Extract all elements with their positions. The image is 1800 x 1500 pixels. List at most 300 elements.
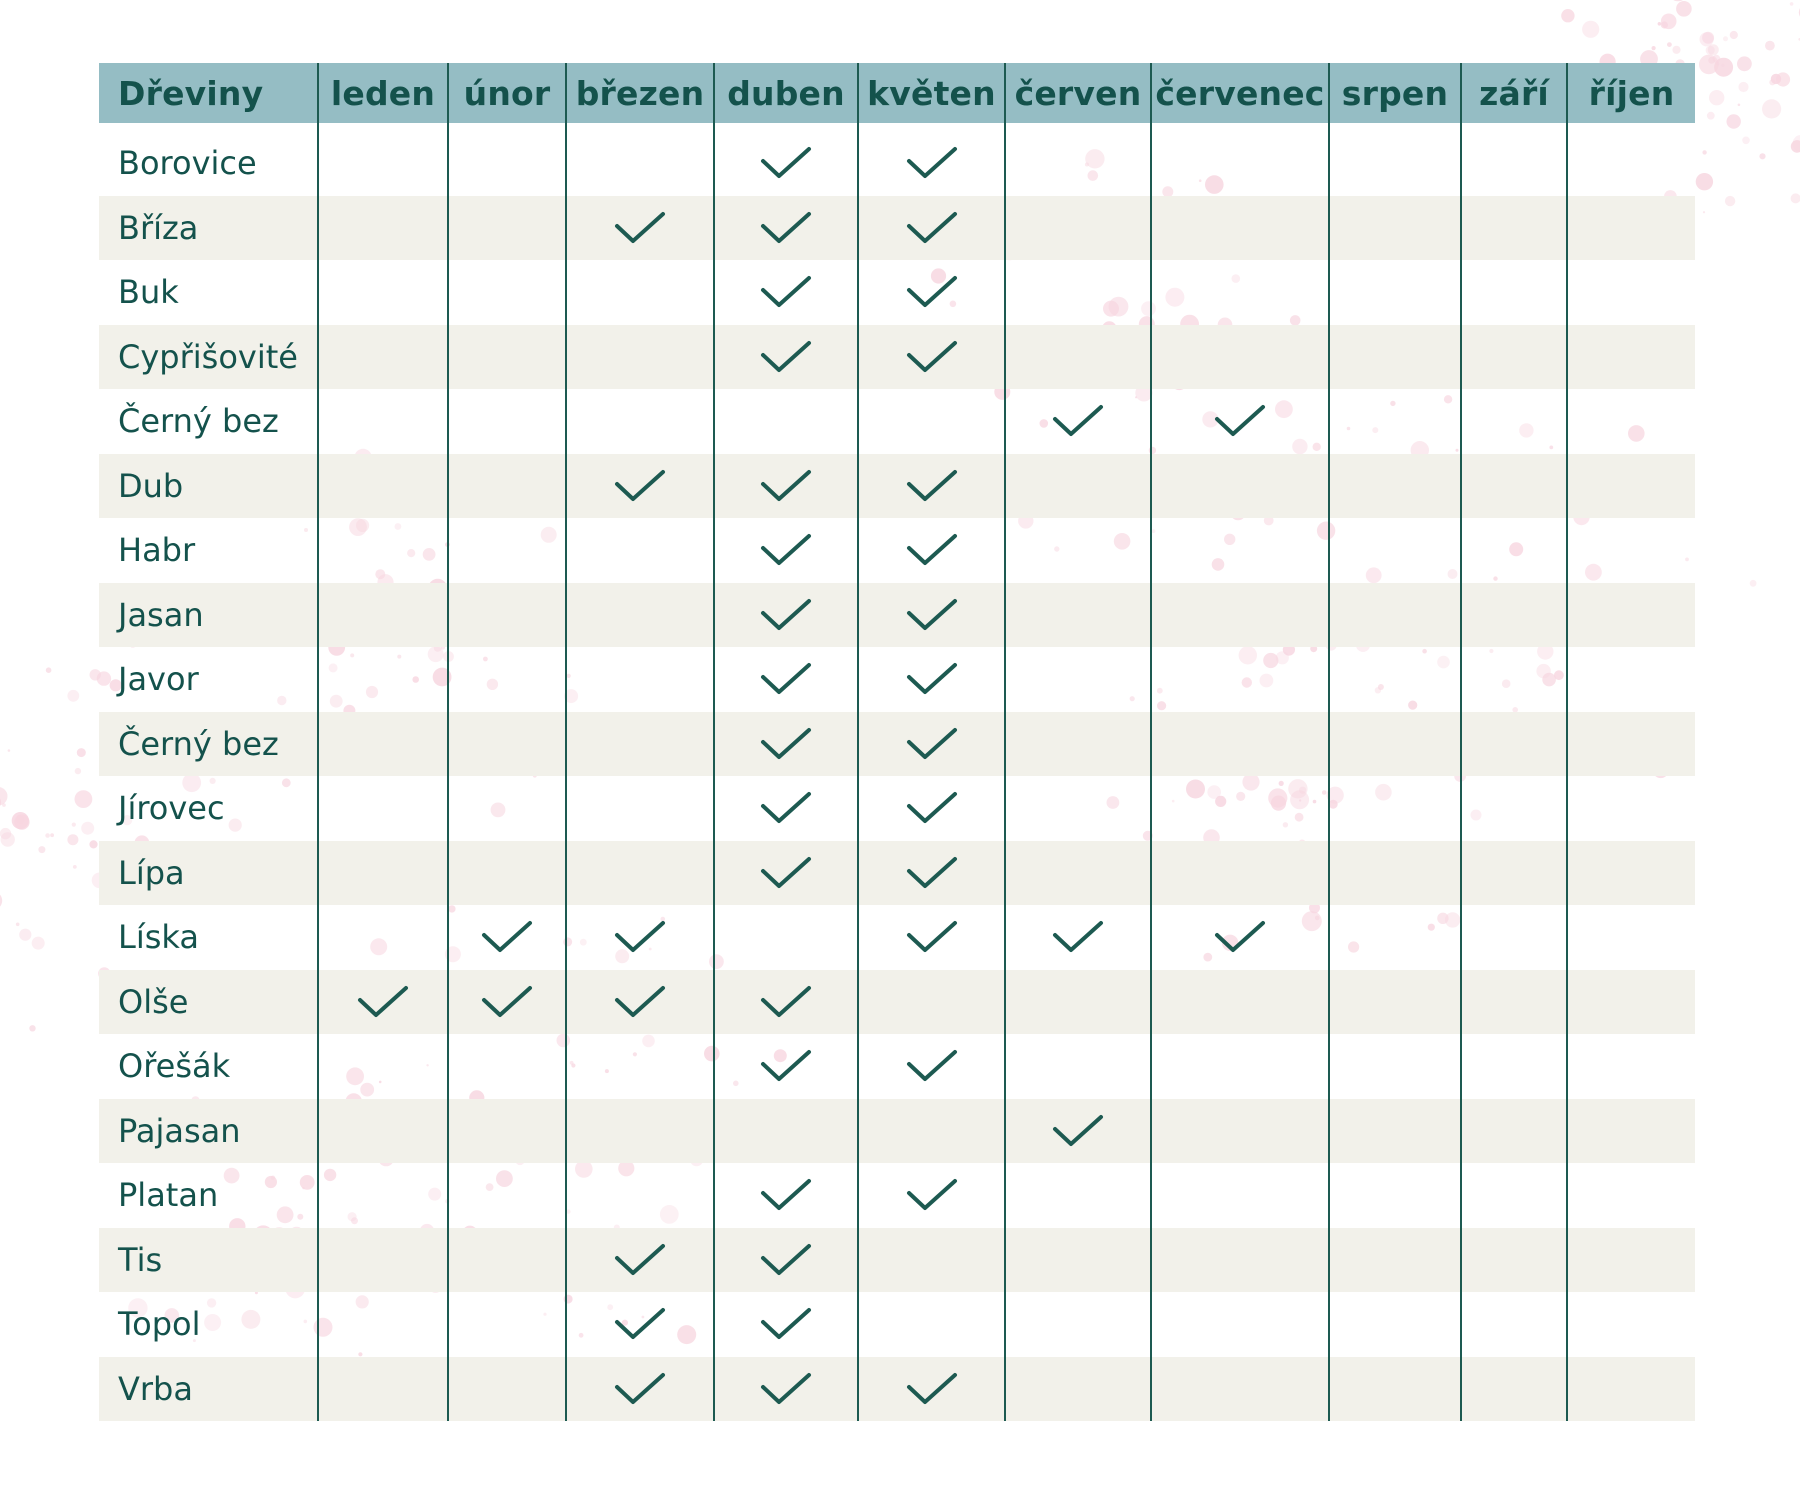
table-row xyxy=(99,1099,1695,1164)
background-dot xyxy=(1,832,15,846)
month-cell xyxy=(1329,196,1461,261)
month-cell xyxy=(1151,905,1329,970)
month-cell xyxy=(1461,260,1567,325)
month-cell xyxy=(714,196,858,261)
check-icon xyxy=(760,662,812,696)
month-cell xyxy=(858,905,1005,970)
month-cell xyxy=(858,776,1005,841)
month-cell xyxy=(566,325,714,390)
check-icon xyxy=(614,1243,666,1277)
month-cell xyxy=(1329,1292,1461,1357)
month-cell xyxy=(714,841,858,906)
species-name: Olše xyxy=(99,970,318,1035)
month-cell xyxy=(1567,1034,1695,1099)
header-row xyxy=(99,63,1695,123)
month-cell xyxy=(318,1099,448,1164)
month-cell xyxy=(448,1228,566,1293)
month-cell xyxy=(448,325,566,390)
month-cell xyxy=(1151,260,1329,325)
species-name: Habr xyxy=(118,531,196,570)
month-cell xyxy=(858,260,1005,325)
background-dot xyxy=(1676,1,1692,17)
background-dot xyxy=(1727,114,1741,128)
background-dot xyxy=(16,923,20,927)
background-dot xyxy=(1738,82,1748,92)
background-dot xyxy=(45,833,50,838)
month-cell xyxy=(1567,905,1695,970)
month-cell xyxy=(1151,712,1329,777)
header-month: červen xyxy=(1005,63,1151,123)
month-cell xyxy=(448,1163,566,1228)
month-cell xyxy=(1005,454,1151,519)
month-cell xyxy=(448,647,566,712)
month-cell xyxy=(714,325,858,390)
month-cell xyxy=(1005,325,1151,390)
check-icon xyxy=(906,598,958,632)
month-cell xyxy=(1329,1357,1461,1422)
species-name: Buk xyxy=(118,273,179,312)
background-dot xyxy=(32,937,45,950)
month-cell xyxy=(1461,1357,1567,1422)
month-cell xyxy=(1005,1099,1151,1164)
month-cell xyxy=(566,454,714,519)
check-icon xyxy=(906,920,958,954)
spacer-cell xyxy=(858,123,1005,131)
month-cell xyxy=(858,389,1005,454)
month-cell xyxy=(1567,583,1695,648)
background-dot xyxy=(17,816,25,824)
check-icon xyxy=(1052,404,1104,438)
check-icon xyxy=(906,662,958,696)
month-cell xyxy=(1329,454,1461,519)
month-cell xyxy=(448,1099,566,1164)
table-row xyxy=(99,1292,1695,1357)
month-cell xyxy=(1567,970,1695,1035)
month-cell xyxy=(566,1228,714,1293)
background-dot xyxy=(75,790,93,808)
background-dot xyxy=(29,1025,35,1031)
month-cell xyxy=(1567,776,1695,841)
table-row xyxy=(99,905,1695,970)
spacer-cell xyxy=(1461,123,1567,131)
species-name: Vrba xyxy=(99,1357,318,1422)
table-row xyxy=(99,583,1695,648)
check-icon xyxy=(614,469,666,503)
month-cell xyxy=(1151,1034,1329,1099)
background-dot xyxy=(72,823,76,827)
month-cell xyxy=(1005,1034,1151,1099)
month-cell xyxy=(714,647,858,712)
table-spacer xyxy=(99,123,1695,131)
month-cell xyxy=(1461,1228,1567,1293)
table-row xyxy=(99,389,1695,454)
month-cell xyxy=(714,131,858,196)
month-cell xyxy=(1567,131,1695,196)
month-cell xyxy=(1151,647,1329,712)
month-cell xyxy=(1151,1099,1329,1164)
background-dot xyxy=(1791,140,1800,153)
month-cell xyxy=(1151,970,1329,1035)
month-cell xyxy=(1567,1292,1695,1357)
species-name: Platan xyxy=(118,1176,219,1215)
table-row xyxy=(99,1357,1695,1422)
month-cell xyxy=(714,970,858,1035)
month-cell xyxy=(714,583,858,648)
background-dot xyxy=(73,865,77,869)
month-cell xyxy=(1329,647,1461,712)
month-cell xyxy=(1005,970,1151,1035)
check-icon xyxy=(906,1178,958,1212)
month-cell xyxy=(1151,196,1329,261)
background-dot xyxy=(67,834,78,845)
pollen-calendar xyxy=(99,63,1695,1421)
month-cell xyxy=(714,776,858,841)
month-cell xyxy=(318,712,448,777)
background-dot xyxy=(8,749,11,752)
month-cell xyxy=(1005,260,1151,325)
month-cell xyxy=(714,454,858,519)
background-dot xyxy=(38,846,45,853)
check-icon xyxy=(614,1307,666,1341)
header-month: srpen xyxy=(1329,63,1461,123)
background-dot xyxy=(75,768,81,774)
month-cell xyxy=(858,1228,1005,1293)
spacer-cell xyxy=(1329,123,1461,131)
background-dot xyxy=(1716,62,1719,65)
table-row xyxy=(99,325,1695,390)
table-row xyxy=(99,970,1695,1035)
month-cell xyxy=(1151,325,1329,390)
header-month: únor xyxy=(448,63,566,123)
month-cell xyxy=(448,389,566,454)
table-row xyxy=(99,1034,1695,1099)
header-month: červenec xyxy=(1151,63,1329,123)
month-cell xyxy=(1005,712,1151,777)
month-cell xyxy=(1461,389,1567,454)
month-cell xyxy=(1461,1292,1567,1357)
background-dot xyxy=(1725,196,1735,206)
month-cell xyxy=(714,389,858,454)
month-cell xyxy=(1567,841,1695,906)
species-name: Černý bez xyxy=(99,712,318,777)
month-cell xyxy=(1005,1357,1151,1422)
month-cell xyxy=(1329,1228,1461,1293)
month-cell xyxy=(1567,260,1695,325)
month-cell xyxy=(318,905,448,970)
table-body xyxy=(99,123,1695,1421)
month-cell xyxy=(318,970,448,1035)
month-cell xyxy=(1329,776,1461,841)
month-cell xyxy=(714,260,858,325)
month-cell xyxy=(318,518,448,583)
species-name: Borovice xyxy=(118,144,257,183)
month-cell xyxy=(714,1292,858,1357)
month-cell xyxy=(858,970,1005,1035)
check-icon xyxy=(906,146,958,180)
spacer-cell xyxy=(318,123,448,131)
month-cell xyxy=(566,1357,714,1422)
table-row xyxy=(99,1228,1695,1293)
spacer-cell xyxy=(448,123,566,131)
month-cell xyxy=(1329,325,1461,390)
month-cell xyxy=(714,1099,858,1164)
table-row xyxy=(99,776,1695,841)
check-icon xyxy=(760,469,812,503)
month-cell xyxy=(566,131,714,196)
species-name: Bříza xyxy=(99,196,318,261)
month-cell xyxy=(1329,1163,1461,1228)
check-icon xyxy=(906,1372,958,1406)
species-name: Tis xyxy=(99,1228,318,1293)
table-row xyxy=(99,454,1695,519)
month-cell xyxy=(714,712,858,777)
background-dot xyxy=(1661,13,1677,29)
month-cell xyxy=(566,1099,714,1164)
background-dot xyxy=(1707,112,1715,120)
month-cell xyxy=(448,776,566,841)
month-cell xyxy=(1329,1034,1461,1099)
month-cell xyxy=(448,196,566,261)
month-cell xyxy=(448,905,566,970)
month-cell xyxy=(1005,1292,1151,1357)
month-cell xyxy=(318,454,448,519)
background-dot xyxy=(1667,42,1672,47)
check-icon xyxy=(760,533,812,567)
background-dot xyxy=(1765,41,1775,51)
month-cell xyxy=(448,712,566,777)
month-cell xyxy=(318,1292,448,1357)
month-cell xyxy=(1567,454,1695,519)
background-dot xyxy=(1737,56,1752,71)
month-cell xyxy=(566,647,714,712)
header-month: březen xyxy=(566,63,714,123)
spacer-cell xyxy=(566,123,714,131)
month-cell xyxy=(566,260,714,325)
month-cell xyxy=(1567,1228,1695,1293)
species-name: Černý bez xyxy=(118,402,279,441)
month-cell xyxy=(448,841,566,906)
check-icon xyxy=(906,469,958,503)
table-row xyxy=(99,196,1695,261)
month-cell xyxy=(1005,389,1151,454)
check-icon xyxy=(760,211,812,245)
month-cell xyxy=(1005,647,1151,712)
check-icon xyxy=(760,275,812,309)
check-icon xyxy=(760,1178,812,1212)
month-cell xyxy=(858,325,1005,390)
month-cell xyxy=(566,1034,714,1099)
month-cell xyxy=(858,841,1005,906)
check-icon xyxy=(760,146,812,180)
check-icon xyxy=(357,985,409,1019)
month-cell xyxy=(858,647,1005,712)
month-cell xyxy=(714,1228,858,1293)
month-cell xyxy=(714,1034,858,1099)
table-row xyxy=(99,260,1695,325)
table-row xyxy=(99,131,1695,196)
table-header xyxy=(99,63,1695,123)
species-name: Jasan xyxy=(99,583,318,648)
table-row xyxy=(99,1163,1695,1228)
background-dot xyxy=(50,833,54,837)
background-dot xyxy=(1652,46,1656,50)
background-dot xyxy=(1703,211,1705,213)
background-dot xyxy=(0,787,8,805)
table-row xyxy=(99,712,1695,777)
species-name: Ořešák xyxy=(118,1047,231,1086)
month-cell xyxy=(1461,1099,1567,1164)
check-icon xyxy=(614,920,666,954)
month-cell xyxy=(1461,454,1567,519)
pollen-table xyxy=(99,63,1695,1421)
month-cell xyxy=(1461,1163,1567,1228)
month-cell xyxy=(714,1163,858,1228)
month-cell xyxy=(1567,196,1695,261)
month-cell xyxy=(1567,1163,1695,1228)
month-cell xyxy=(318,260,448,325)
check-icon xyxy=(906,791,958,825)
month-cell xyxy=(566,1292,714,1357)
month-cell xyxy=(1005,776,1151,841)
check-icon xyxy=(481,985,533,1019)
month-cell xyxy=(858,1357,1005,1422)
month-cell xyxy=(1329,260,1461,325)
background-dot xyxy=(1706,46,1715,55)
background-dot xyxy=(1702,150,1706,154)
month-cell xyxy=(318,325,448,390)
month-cell xyxy=(1151,1163,1329,1228)
species-name: Jírovec xyxy=(118,789,225,828)
month-cell xyxy=(858,518,1005,583)
month-cell xyxy=(318,389,448,454)
spacer-cell xyxy=(714,123,858,131)
month-cell xyxy=(858,131,1005,196)
header-month: září xyxy=(1461,63,1567,123)
background-dot xyxy=(81,822,94,835)
check-icon xyxy=(760,985,812,1019)
background-dot xyxy=(67,690,79,702)
month-cell xyxy=(1005,196,1151,261)
species-name: Topol xyxy=(118,1305,201,1344)
background-dot xyxy=(1790,2,1794,6)
spacer-cell xyxy=(1005,123,1151,131)
month-cell xyxy=(858,1163,1005,1228)
month-cell xyxy=(1461,325,1567,390)
month-cell xyxy=(1461,518,1567,583)
check-icon xyxy=(760,1372,812,1406)
month-cell xyxy=(1567,1357,1695,1422)
month-cell xyxy=(1329,518,1461,583)
table-row xyxy=(99,518,1695,583)
month-cell xyxy=(858,454,1005,519)
spacer-cell xyxy=(1151,123,1329,131)
month-cell xyxy=(318,1163,448,1228)
month-cell xyxy=(1005,905,1151,970)
background-dot xyxy=(1699,55,1719,75)
month-cell xyxy=(1005,583,1151,648)
background-dot xyxy=(1658,22,1662,26)
background-dot xyxy=(89,840,97,848)
month-cell xyxy=(1329,131,1461,196)
month-cell xyxy=(1151,518,1329,583)
table-row xyxy=(99,841,1695,906)
month-cell xyxy=(1461,776,1567,841)
month-cell xyxy=(566,583,714,648)
header-month: leden xyxy=(318,63,448,123)
month-cell xyxy=(1567,518,1695,583)
month-cell xyxy=(858,1292,1005,1357)
month-cell xyxy=(1461,970,1567,1035)
month-cell xyxy=(566,905,714,970)
header-month: duben xyxy=(714,63,858,123)
month-cell xyxy=(1151,454,1329,519)
species-name: Líska xyxy=(118,918,199,957)
check-icon xyxy=(906,340,958,374)
month-cell xyxy=(1329,841,1461,906)
background-dot xyxy=(0,891,2,909)
month-cell xyxy=(318,776,448,841)
background-dot xyxy=(1561,9,1574,22)
month-cell xyxy=(566,1163,714,1228)
check-icon xyxy=(760,1307,812,1341)
month-cell xyxy=(1151,389,1329,454)
month-cell xyxy=(1567,1099,1695,1164)
month-cell xyxy=(448,454,566,519)
background-dot xyxy=(46,667,52,673)
month-cell xyxy=(858,1034,1005,1099)
species-name: Cypřišovité xyxy=(99,325,318,390)
month-cell xyxy=(1461,196,1567,261)
background-dot xyxy=(1730,31,1738,39)
spacer-cell xyxy=(99,123,318,131)
month-cell xyxy=(858,196,1005,261)
check-icon xyxy=(1214,920,1266,954)
month-cell xyxy=(448,970,566,1035)
check-icon xyxy=(906,856,958,890)
check-icon xyxy=(906,275,958,309)
check-icon xyxy=(614,211,666,245)
check-icon xyxy=(614,985,666,1019)
month-cell xyxy=(1151,841,1329,906)
month-cell xyxy=(318,841,448,906)
month-cell xyxy=(318,1034,448,1099)
month-cell xyxy=(566,776,714,841)
month-cell xyxy=(318,131,448,196)
month-cell xyxy=(1461,841,1567,906)
month-cell xyxy=(566,196,714,261)
month-cell xyxy=(1151,776,1329,841)
check-icon xyxy=(760,1049,812,1083)
species-name: Lípa xyxy=(99,841,318,906)
check-icon xyxy=(1214,404,1266,438)
background-dot xyxy=(19,929,31,941)
background-dot xyxy=(1738,104,1741,107)
background-dot xyxy=(1742,137,1750,145)
check-icon xyxy=(481,920,533,954)
month-cell xyxy=(318,196,448,261)
month-cell xyxy=(714,1357,858,1422)
table-row xyxy=(99,647,1695,712)
header-species: Dřeviny xyxy=(99,63,318,123)
month-cell xyxy=(448,1034,566,1099)
background-dot xyxy=(1771,74,1781,84)
background-dot xyxy=(1723,36,1728,41)
month-cell xyxy=(1151,1357,1329,1422)
month-cell xyxy=(1005,518,1151,583)
month-cell xyxy=(858,712,1005,777)
month-cell xyxy=(1151,583,1329,648)
month-cell xyxy=(1151,1228,1329,1293)
